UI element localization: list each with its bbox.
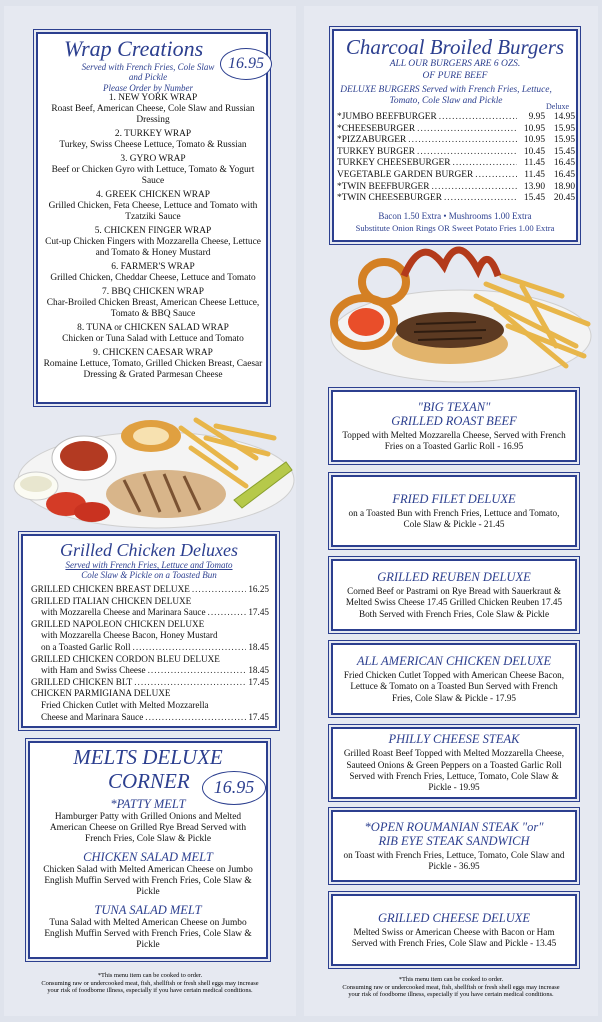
burger-price: 11.45: [524, 158, 545, 169]
burgers-panel: [332, 29, 578, 242]
special-desc: Grilled Roast Beef Topped with Melted Mozzarella Cheese, Sauteed Onions & Green Peppers on a Toasted Garlic Roll Served with French Fries, Lettuce, Tomato, Cole Slaw & Pickle - 19.95: [343, 748, 565, 793]
chicken-line-text: Cheese and Marinara Sauce: [41, 711, 144, 722]
dot-leader: [439, 112, 517, 124]
special-desc: Corned Beef or Pastrami on Rye Bread with Sauerkraut & Melted Swiss Cheese 17.45 Grilled Chicken Reuben 17.45 Both Served with French Fries, Cole Slaw & Pickle: [345, 585, 563, 619]
burger-deluxe-price: 15.95: [553, 123, 575, 134]
special-box: [331, 559, 577, 631]
chicken-line: [31, 630, 269, 642]
chicken-line-text: GRILLED ITALIAN CHICKEN DELUXE: [31, 595, 192, 606]
chicken-line: [31, 642, 269, 654]
burger-price: 15.45: [523, 193, 545, 204]
special-box: [331, 727, 577, 799]
special-content: [333, 477, 575, 545]
footer-line-2-right: Consuming raw or undercooked meat, fish, shellfish or fresh shell eggs may increase: [342, 983, 560, 991]
special-box: [331, 643, 577, 715]
footer-line-2: Consuming raw or undercooked meat, fish, shellfish or fresh shell eggs may increase: [41, 979, 259, 987]
chicken-line-price: 17.45: [248, 676, 269, 687]
deluxe-column-label: Deluxe: [546, 102, 570, 111]
wrap-item-name: 7. BBQ CHICKEN WRAP: [102, 287, 204, 297]
wrap-creations-panel: [36, 32, 268, 404]
dot-leader: [431, 182, 517, 194]
burger-row: [337, 135, 575, 147]
burger-row: [337, 124, 575, 136]
burger-price: 10.95: [523, 123, 545, 134]
burger-price: 10.45: [523, 146, 545, 157]
dot-leader: [452, 158, 517, 170]
burger-deluxe-price: 15.45: [553, 146, 575, 157]
burger-name: VEGETABLE GARDEN BURGER: [337, 169, 474, 180]
melt-item-name: TUNA SALAD MELT: [94, 903, 202, 917]
wrap-item-desc: Cut-up Chicken Fingers with Mozzarella Cheese, Lettuce and Tomato & Honey Mustard: [45, 237, 261, 258]
wrap-item-desc: Char-Broiled Chicken Breast, American Cheese Lettuce, Tomato & BBQ Sauce: [46, 298, 260, 319]
wrap-subtitle: Served with French Fries, Cole Slaw and Pickle: [81, 62, 215, 82]
melts-title-2: CORNER: [108, 769, 190, 793]
wrap-item-desc: Beef or Chicken Gyro with Lettuce, Tomato & Yogurt Sauce: [51, 165, 255, 186]
special-title: FRIED FILET DELUXE: [392, 491, 516, 506]
burger-extras: Bacon 1.50 Extra • Mushrooms 1.00 Extra: [378, 211, 532, 221]
chicken-line: [31, 665, 269, 677]
chicken-line-price: 17.45: [248, 711, 269, 722]
burger-name: *JUMBO BEEFBURGER: [337, 112, 437, 122]
wrap-item-desc: Chicken or Tuna Salad with Lettuce and Tomato: [62, 334, 244, 344]
special-title-2: RIB EYE STEAK SANDWICH: [378, 833, 530, 848]
wrap-item-desc: Turkey, Swiss Cheese Lettuce, Tomato & Russian: [59, 140, 247, 150]
burger-deluxe-price: 20.45: [553, 193, 575, 204]
melts-title-1: MELTS DELUXE: [73, 745, 223, 769]
wrap-creations-title: Wrap Creations: [64, 36, 204, 61]
melt-item-name: *PATTY MELT: [110, 797, 186, 811]
wrap-item-name: 8. TUNA or CHICKEN SALAD WRAP: [77, 323, 229, 333]
chicken-deluxes-panel: [21, 534, 277, 728]
special-title-2: GRILLED ROAST BEEF: [391, 413, 517, 428]
special-content: [333, 812, 575, 880]
wrap-item-desc: Roast Beef, American Cheese, Cole Slaw and Russian Dressing: [51, 104, 255, 125]
wrap-item-desc: Romaine Lettuce, Tomato, Grilled Chicken Breast, Caesar Dressing & Grated Parmesan Cheese: [43, 359, 263, 380]
dot-leader: [145, 712, 246, 724]
wrap-order-note: Please Order by Number: [103, 83, 193, 93]
burger-price: 11.45: [524, 169, 545, 180]
special-content: [333, 645, 575, 713]
dot-leader: [408, 135, 517, 147]
special-desc: Fried Chicken Cutlet Topped with American Cheese Bacon, Lettuce & Tomato on a Toasted Bun Served with French Fries, Cole Slaw & Pickle - 17.95: [343, 669, 565, 703]
burger-substitute: Substitute Onion Rings OR Sweet Potato Fries 1.00 Extra: [355, 223, 555, 233]
burger-price: 13.90: [523, 181, 545, 192]
footer-line-3-right: your risk of foodborne illness, especially if you have certain medical conditions.: [348, 991, 554, 999]
melt-item-desc: Chicken Salad with Melted American Cheese on Jumbo English Muffin Served with French Fries, Cole Slaw & Pickle: [43, 865, 253, 897]
burger-name: *PIZZABURGER: [337, 135, 407, 146]
wrap-item-name: 3. GYRO WRAP: [120, 154, 186, 164]
melt-item-desc: Hamburger Patty with Grilled Onions and Melted American Cheese on Grilled Rye Bread Served with French Fries, Cole Slaw & Pickle: [49, 812, 247, 844]
chicken-line: [31, 712, 269, 724]
chicken-title: Grilled Chicken Deluxes: [60, 540, 238, 560]
footer-line-1-right: *This menu item can be cooked to order.: [398, 976, 504, 983]
wrap-item-desc: Grilled Chicken, Feta Cheese, Lettuce and Tomato with Tzatziki Sauce: [48, 201, 258, 222]
special-desc: Topped with Melted Mozzarella Cheese, Served with French Fries on a Toasted Garlic Roll - 16.95: [342, 429, 566, 451]
burger-price: 10.95: [523, 135, 545, 146]
chicken-line-text: GRILLED NAPOLEON CHICKEN DELUXE: [31, 618, 205, 629]
burger-row: [337, 170, 575, 182]
burger-row: [337, 193, 575, 205]
dot-leader: [417, 147, 517, 159]
wrap-item-name: 1. NEW YORK WRAP: [108, 93, 198, 103]
chicken-line-text: on a Toasted Garlic Roll: [41, 641, 131, 652]
special-title: PHILLY CHEESE STEAK: [388, 732, 520, 747]
chicken-plate-photo: [6, 408, 296, 530]
burger-name: TURKEY CHEESEBURGER: [337, 158, 451, 169]
chicken-line: [31, 677, 269, 689]
wrap-item-name: 9. CHICKEN CAESAR WRAP: [93, 348, 213, 358]
wrap-price-badge: 16.95: [220, 48, 272, 80]
dot-leader: [192, 584, 247, 596]
burger-name: *TWIN BEEFBURGER: [337, 181, 430, 192]
footer-line-1: *This menu item can be cooked to order.: [97, 972, 203, 979]
burger-deluxe-price: 15.95: [553, 135, 575, 146]
chicken-line-price: 18.45: [248, 641, 269, 652]
chicken-line: [31, 654, 269, 666]
burger-row: [337, 147, 575, 159]
wrap-item-name: 2. TURKEY WRAP: [114, 129, 192, 139]
chicken-line: [31, 596, 269, 608]
right-footer: [310, 976, 592, 999]
chicken-line-price: 18.45: [248, 665, 269, 676]
special-box: [331, 475, 577, 547]
burger-row: [337, 158, 575, 170]
melt-item-name: CHICKEN SALAD MELT: [83, 850, 213, 864]
dot-leader: [417, 124, 517, 136]
special-title: GRILLED CHEESE DELUXE: [377, 910, 531, 925]
burgers-sub-2: OF PURE BEEF: [422, 71, 488, 81]
chicken-list: [31, 584, 269, 723]
wrap-item-name: 5. CHICKEN FINGER WRAP: [94, 226, 212, 236]
burger-row: [337, 112, 575, 124]
chicken-line: [31, 688, 269, 700]
wrap-item-name: 4. GREEK CHICKEN WRAP: [96, 190, 210, 200]
left-footer: [10, 972, 290, 995]
dot-leader: [134, 677, 246, 689]
melt-item-desc: Tuna Salad with Melted American Cheese on Jumbo English Muffin Served with French Fries, Cole Slaw & Pickle: [44, 918, 252, 950]
special-content: [333, 561, 575, 629]
chicken-line-text: Fried Chicken Cutlet with Melted Mozzarella: [41, 699, 209, 710]
burger-row: [337, 182, 575, 194]
chicken-line-text: with Mozzarella Cheese Bacon, Honey Mustard: [41, 630, 218, 641]
melts-list: [32, 797, 264, 951]
wrap-list: [42, 93, 264, 381]
special-box: [331, 390, 577, 462]
wrap-item-name: 6. FARMER'S WRAP: [111, 262, 195, 272]
special-content: [333, 896, 575, 964]
melts-panel: [28, 741, 268, 959]
special-desc: on a Toasted Bun with French Fries, Lettuce and Tomato, Cole Slaw & Pickle - 21.45: [348, 507, 560, 529]
burger-list: [337, 112, 575, 205]
special-content: [333, 392, 575, 460]
dot-leader: [133, 642, 247, 654]
burger-deluxe-price: 18.90: [553, 181, 575, 192]
special-title: ALL AMERICAN CHICKEN DELUXE: [356, 653, 552, 668]
special-content: [333, 729, 575, 797]
burger-plate-photo: [326, 236, 596, 386]
dot-leader: [148, 665, 247, 677]
melts-price-badge: 16.95: [202, 771, 266, 805]
chicken-line: [31, 607, 269, 619]
special-title: "BIG TEXAN": [417, 399, 491, 414]
chicken-line-price: 16.25: [248, 584, 269, 594]
dot-leader: [475, 170, 517, 182]
burger-name: *TWIN CHEESEBURGER: [337, 193, 442, 204]
chicken-line: [31, 700, 269, 712]
chicken-line-text: GRILLED CHICKEN BREAST DELUXE: [31, 584, 190, 594]
chicken-line-text: CHICKEN PARMIGIANA DELUXE: [31, 688, 171, 699]
burger-deluxe-price: 16.45: [553, 158, 575, 169]
footer-line-3: your risk of foodborne illness, especially if you have certain medical conditions.: [47, 987, 253, 995]
dot-leader: [208, 607, 247, 619]
wrap-item-desc: Grilled Chicken, Cheddar Cheese, Lettuce and Tomato: [50, 273, 256, 283]
burger-price: 9.95: [528, 112, 545, 122]
chicken-line: [31, 584, 269, 596]
chicken-subtitle-2: Cole Slaw & Pickle on a Toasted Bun: [81, 570, 217, 580]
dot-leader: [444, 193, 517, 205]
chicken-line-text: GRILLED CHICKEN BLT: [31, 676, 133, 687]
chicken-line-text: with Mozzarella Cheese and Marinara Sauce: [41, 607, 206, 618]
chicken-line-text: with Ham and Swiss Cheese: [41, 665, 146, 676]
burgers-deluxe-note: DELUXE BURGERS Served with French Fries, Lettuce, Tomato, Cole Slaw and Pickle: [340, 85, 552, 106]
special-box: [331, 894, 577, 966]
burger-deluxe-price: 16.45: [553, 169, 575, 180]
chicken-line: [31, 619, 269, 631]
chicken-line-text: GRILLED CHICKEN CORDON BLEU DELUXE: [31, 653, 220, 664]
chicken-line-price: 17.45: [248, 607, 269, 618]
burgers-sub-1: ALL OUR BURGERS ARE 6 OZS.: [389, 59, 521, 69]
chicken-subtitle-1: Served with French Fries, Lettuce and Tomato: [65, 560, 233, 570]
burgers-title: Charcoal Broiled Burgers: [345, 35, 565, 59]
special-title: GRILLED REUBEN DELUXE: [377, 569, 531, 584]
burger-deluxe-price: 14.95: [553, 112, 575, 122]
burger-name: *CHEESEBURGER: [337, 123, 416, 134]
special-title: *OPEN ROUMANIAN STEAK "or": [364, 819, 544, 834]
special-desc: Melted Swiss or American Cheese with Bacon or Ham Served with French Fries, Cole Slaw and Pickle - 13.45: [351, 926, 557, 948]
burger-name: TURKEY BURGER: [337, 146, 416, 157]
special-desc: on Toast with French Fries, Lettuce, Tomato, Cole Slaw and Pickle - 36.95: [343, 849, 565, 871]
special-box: [331, 810, 577, 882]
